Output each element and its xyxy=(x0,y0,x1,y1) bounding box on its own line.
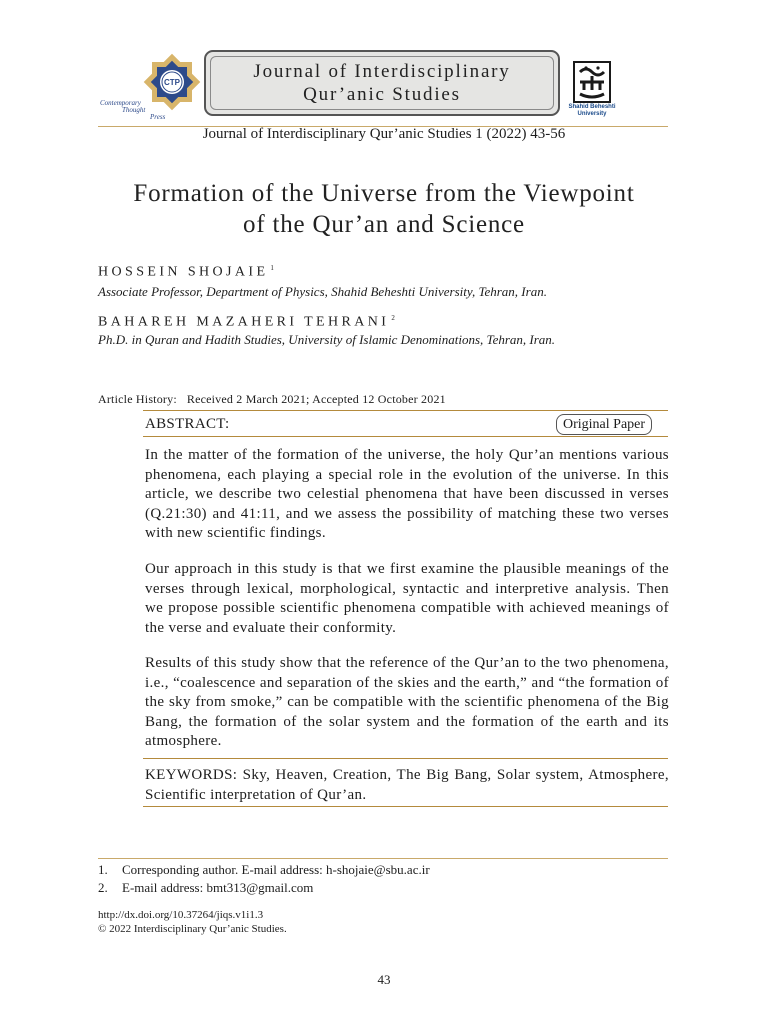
article-history-label: Article History: xyxy=(98,392,177,406)
footnote-2-text: E-mail address: bmt313@gmail.com xyxy=(122,880,314,895)
university-logo xyxy=(566,60,618,122)
keywords-top-rule xyxy=(143,758,668,759)
journal-name-line-2: Qur’anic Studies xyxy=(303,84,461,105)
article-history-dates: Received 2 March 2021; Accepted 12 October 2021 xyxy=(186,392,446,406)
footnote-2-number: 2. xyxy=(98,880,108,895)
doi-link[interactable]: http://dx.doi.org/10.37264/jiqs.v1i1.3 xyxy=(98,909,264,921)
ctp-star-icon xyxy=(140,50,204,114)
article-history xyxy=(98,392,446,407)
university-name-line-1: Shahid Beheshti xyxy=(568,104,616,110)
author-1-footnote-marker: 1 xyxy=(270,264,274,272)
author-2-name: BAHAREH MAZAHERI TEHRANI xyxy=(98,314,390,330)
footnote-divider xyxy=(98,858,668,859)
journal-name-box xyxy=(204,50,560,116)
university-name-line-2: University xyxy=(577,111,607,117)
publisher-name-line-2: Thought xyxy=(122,106,146,114)
footnote-1-number: 1. xyxy=(98,862,108,877)
publisher-name-line-1: Contemporary xyxy=(100,99,141,107)
doi-block xyxy=(98,908,287,936)
journal-name-line-1: Journal of Interdisciplinary xyxy=(253,61,511,82)
author-2-footnote-marker: 2 xyxy=(391,314,395,322)
ctp-initials: CTP xyxy=(164,78,180,87)
abstract-header-rule xyxy=(143,436,668,437)
keywords: KEYWORDS: Sky, Heaven, Creation, The Big Bang, Solar system, Atmosphere, Scientific interpretation of Qur’an. xyxy=(145,767,669,803)
publisher-logo xyxy=(96,50,208,122)
author-1-affiliation: Associate Professor, Department of Physics, Shahid Beheshti University, Tehran, Iran. xyxy=(98,284,547,299)
abstract-heading: ABSTRACT: xyxy=(145,416,230,432)
abstract-paragraph-3: Results of this study show that the reference of the Qur’an to the two phenomena, i.e., “coalescence and separation of the skies and the earth,” and “the formation of the sky from smoke,” can be compatible with the scientific phenomena of the Big Bang, the formation of the solar system and the formation of the earth and its atmosphere. xyxy=(145,655,669,749)
abstract-top-rule xyxy=(143,410,668,411)
abstract-paragraph-2: Our approach in this study is that we first examine the plausible meanings of the verses through lexical, morphological, syntactic and interpretive analysis. Then we propose possible scientific phenomena compatible with achieved meanings of the verse and evaluate their conformity. xyxy=(145,561,669,636)
author-2-affiliation: Ph.D. in Quran and Hadith Studies, University of Islamic Denominations, Tehran, Iran. xyxy=(98,332,556,347)
article-title-line-1: Formation of the Universe from the Viewpoint xyxy=(133,180,635,207)
copyright-notice: © 2022 Interdisciplinary Qur’anic Studies. xyxy=(98,923,287,935)
article-title-line-2: of the Qur’an and Science xyxy=(243,211,525,238)
university-emblem-icon xyxy=(572,60,612,104)
article-title xyxy=(80,178,688,240)
publisher-name-line-3: Press xyxy=(150,113,166,121)
journal-citation: Journal of Interdisciplinary Qur’anic Studies 1 (2022) 43-56 xyxy=(202,126,566,142)
author-1-name: HOSSEIN SHOJAIE xyxy=(98,264,269,280)
keywords-bottom-rule xyxy=(143,806,668,807)
footnote-2 xyxy=(98,880,313,896)
author-name xyxy=(98,264,274,281)
footnote-1 xyxy=(98,862,430,878)
page-number: 43 xyxy=(377,972,391,987)
footnote-1-text: Corresponding author. E-mail address: h-shojaie@sbu.ac.ir xyxy=(122,862,430,877)
abstract-paragraph-1: In the matter of the formation of the universe, the holy Qur’an mentions various phenomena, each playing a special role in the evolution of the universe. In this article, we describe two celestial phenomena that have been discussed in verses (Q.21:30) and 41:11, and we assess the possibility of matching these two verses with new scientific findings. xyxy=(145,447,669,541)
author-name xyxy=(98,314,395,331)
paper-type-badge: Original Paper xyxy=(556,414,652,435)
